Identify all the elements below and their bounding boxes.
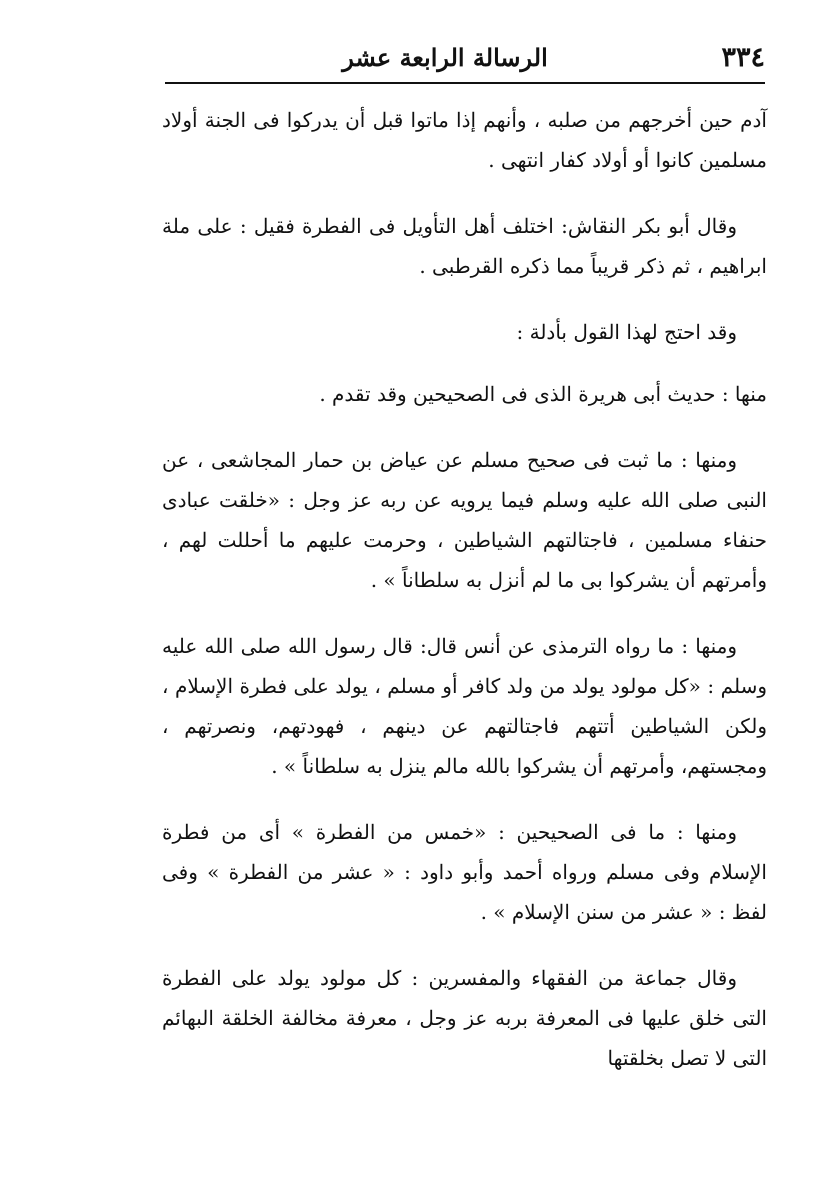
page-header [165, 38, 765, 84]
page-number: ٣٣٤ [721, 42, 765, 73]
paragraph-8: وقال جماعة من الفقهاء والمفسرين : كل مولود يولد على الفطرة التى خلق عليها فى المعرفة بربه عز وجل ، معرفة مخالفة الخلقة البهائم التى لا تصل بخلقتها [162, 966, 767, 1070]
running-title: الرسالة الرابعة عشر [342, 43, 548, 72]
paragraph-3: وقد احتج لهذا القول بأدلة : [516, 320, 737, 344]
paragraph-7: ومنها : ما فى الصحيحين : «خمس من الفطرة » أى من فطرة الإسلام وفى مسلم ورواه أحمد وأبو داود : « عشر من الفطرة » وفى لفظ : « عشر من سنن الإسلام » . [162, 820, 767, 924]
paragraph-4: منها : حديث أبى هريرة الذى فى الصحيحين وقد تقدم . [319, 382, 767, 406]
paragraph-1: آدم حين أخرجهم من صلبه ، وأنهم إذا ماتوا قبل أن يدركوا فى الجنة أولاد مسلمين كانوا أو أولاد كفار انتهى . [162, 108, 767, 172]
paragraph-2: وقال أبو بكر النقاش: اختلف أهل التأويل فى الفطرة فقيل : على ملة ابراهيم ، ثم ذكر قريباً مما ذكره القرطبى . [162, 214, 767, 278]
paragraph-5: ومنها : ما ثبت فى صحيح مسلم عن عياض بن حمار المجاشعى ، عن النبى صلى الله عليه وسلم فيما يرويه عن ربه عز وجل : «خلقت عبادى حنفاء مسلمين ، فاجتالتهم الشياطين ، وحرمت عليهم ما أحللت لهم ، وأمرتهم أن يشركوا بى ما لم أنزل به سلطاناً » . [162, 448, 767, 592]
paragraph-6: ومنها : ما رواه الترمذى عن أنس قال: قال رسول الله صلى الله عليه وسلم : «كل مولود يولد من ولد كافر أو مسلم ، يولد على فطرة الإسلام ، ولكن الشياطين أتتهم فاجتالتهم عن دينهم ، فهودتهم، ونصرتهم ، ومجستهم، وأمرتهم أن يشركوا بالله مالم ينزل به سلطاناً » . [162, 634, 767, 778]
body-text [162, 100, 767, 1104]
